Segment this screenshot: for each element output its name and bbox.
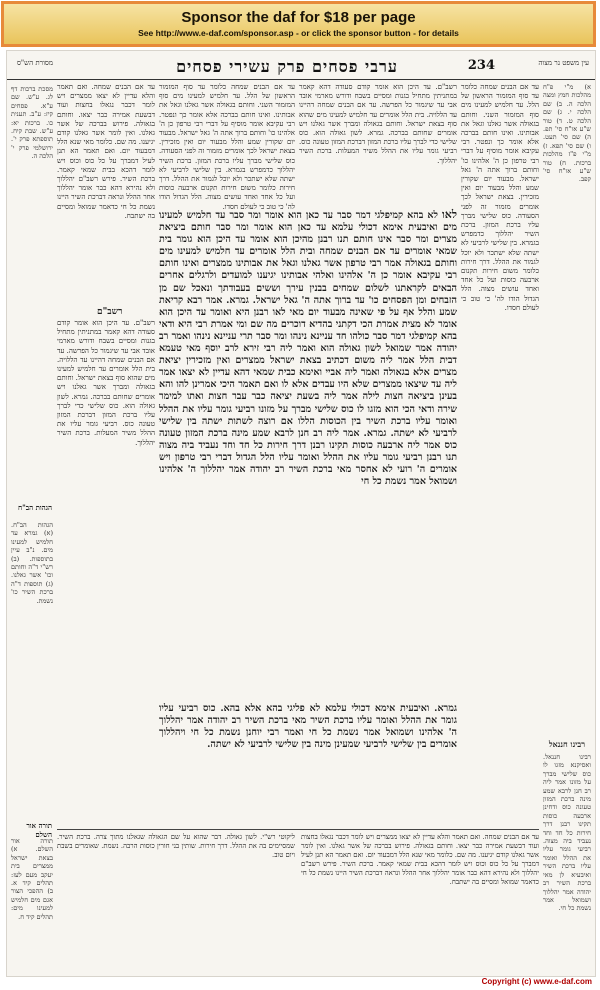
likutei-rashi-bottom: ליקוטי רש"י. לשון גאולה. דבר שהוא על שם הגאולה שגאלנו מתוך צרה. ברכת השיר. שמסיימים בה את ההלל. דרך חירות. שותין בני חורין כוסות הרבה. נשמת. שאומרים בשבת ויום טוב. [57,833,295,859]
rashi-top-right-block: רשב"ם. עד היכן הוא אומר קודם סעודה דהא קאמר במתניתין מתחיל בגנות ומסיים בשבח ודורש מארמי אובד אבי עד שיגמור כל הפרשה. עד אם הבנים שמחה דהיינו עד הללויה. בית הלל אומרים עד חלמיש למעינו מים שהוא סוף בצאת ישראל. וחותם בגאולה ומברך אשר גאלנו ויש אומרים שחותם בברכה. גמרא. לשון גאולה הוא. כוס שלישי כדי לברך עליו ברכת המזון דברכת המזון טעונה כוס. רביעי גומר עליו את ההלל משיר המעלות. ברכת השיר יהללוך. [299,83,457,165]
sponsor-banner-title[interactable]: Sponsor the daf for $18 per page [181,9,416,26]
ein-mishpat-label: עין משפט נר מצוה [538,59,589,67]
talmud-page [6,50,596,977]
mishnah-block: גמרא. ואיבעית אימא דכולי עלמא לא פליגי בהא אלא בהא. כוס רביעי עליו גומר את ההלל ואומר עליו ברכת השיר מאי ברכת השיר רב יהודה אמר יהללוך ה' אלהינו ושמואל אמר נשמת כל חי ואמר רבי יוחנן נשמת כל חי ויהללוך אומרים בין שלישי לרביעי שמעינן מינה בין שלישי לרביעי לא ישתה. [159,703,457,751]
rashbam-label: רשב"ם [97,307,123,317]
ein-mishpat-column: א) מ"י פ"ח מהלכות חמץ ומצה הלכה ה. ב) שם הלכה י. ג) שם הלכה ט. ד) טור ש"ע או"ח סי' תפ. ה) שם סי' תעט. ו) שם סי' תפא. ז) מ"י פ"ז מהלכות ברכות. ח) טור ש"ע או"ח סי' קפב. [543,83,591,184]
torah-or-text: תורה אור השלם. א) בצאת ישראל ממצרים בית יעקב מעם לעז: תהלים קיד א. ב) ההפכי הצור אגם מים חלמיש למעינו מים: תהלים קיד ח. [11,837,53,921]
sponsor-banner-subtitle[interactable]: See http://www.e-daf.com/sponsor.asp - or click the sponsor button - for details [138,28,459,38]
margin-left-column: מסכת ברכות דף לג. ע"ש. שם ע"א. פסחים קיז: ע"ב. תענית כו. ברכות יא: ע"ש. שבת קיח. תוספתא פרק י'. ירושלמי פרק י' הלכה ה. [11,85,53,161]
running-title: ערבי פסחים פרק עשירי פסחים [176,57,398,76]
page-number: 234 [467,58,495,73]
tosafot-column: עד אם הבנים שמחה. ואם תאמר והלא עדיין לא יצאו ממצרים ויש לומר דכבר נגאלו בחצות ועוד דבשעת אמירה כבר יצאו. וחותם בגאולה. פירוש בברכה של אשר גאלנו. ואין לומר אשר גאלנו קודם יגיענו. מה שם. כלומר מאי שנא הלל דמבעוד יום. ואם תאמר הא תנן לעיל דמברך על כל כוס וכוס ויש לומר דהכא בבית שמאי קאמר. ברכת השיר. פירש רשב"ם יהללוך ולא נהירא דהא כבר אומר יהללוך אחר ההלל ונראה דברכת השיר היינו נשמת כל חי כדאמר שמואל ומסיים בה ישתבח. [57,83,155,220]
masoret-hashas-label: מסורת הש"ס [16,59,53,67]
rabbeinu-chananel-label: רבינו חננאל [548,739,586,749]
gemara-tag: לאו [441,208,458,221]
gemara-body: לא בהא קמיפלגי דמר סבר עד כאן הוא אומר ומר סבר עד חלמיש למעינו מים ואיבעית אימא דכולי עלמא עד כאן הוא אומר ומר סבר חותם ביציאת מצרים ומר סבר אינו חותם תנו רבנן מהיכן הוא אומר עד היכן הוא גומר בית שמאי אומרים עד אם הבנים שמחה ובית הלל אומרים עד חלמיש למעינו מים וחותם בגאולה אמר רבי טרפון אשר גאלנו וגאל את אבותינו ממצרים ואינו חותם רבי עקיבא אומר כן ה' אלהינו ואלהי אבותינו יגיענו למועדים ולרגלים אחרים הבאים לקראתנו לשלום שמחים בבנין עירך וששים בעבודתך ונאכל שם מן הזבחים ומן הפסחים כו' עד ברוך אתה ה' גאל ישראל. גמרא. אמר רבא קריאת שמע והלל אף על פי שאינה מבעוד יום מאי לאו רבנן היא ואומר עד היכן הוא אומר לא מצית אמרת הכי דקתני בהדיא דוכרים מה שם ומי אמרת רבי היא ודאי בהא קמיפלגי דמר סבר כולהו חד עניינא נינהו ומר סבר תרי עניינא נינהו ואמר רב יהודה אמר שמואל לשון גאולה הוא ואמר ליה רבי זירא לרב יוסף מאי טעמא דבית הלל אמר ליה משום דכתיב בצאת ישראל ממצרים ואין מזכירין יציאת מצרים אלא בגאולה ואמר ליה אביי ואימא כבית שמאי דהא עדיין לא יצאו אמר ליה עד שיצאו ממצרים שלא היו עבדים אלא לו ואם תאמר היכי אמרינן להו והא בעינן ביציאה חצות לילה אמר ליה בשעת יציאה כבר עבר חצות ואתו למימר שירה ודאי הכי הוא מזגו לו כוס שלישי מברך על מזונו רביעי גומר עליו את ההלל ואומר עליו ברכת השיר בין הכוסות הללו אם רוצה לשתות ישתה בין שלישי לרביעי לא ישתה. גמרא. אמר ליה רב חנן לרבא שמע מינה ברכת המזון טעונה כוס אמר ליה ארבעה כוסות תקינו רבנן דרך חירות כל חד וחד נעביד ביה מצוה תנו רבנן רביעי גומר עליו את ההלל ואומר עליו הלל הגדול דברי רבי טרפון ויש אומרים ה' רועי לא אחסר מאי ברכת השיר רב יהודה אמר יהללוך ה' אלהינו ושמואל אמר נשמת כל חי [159,210,457,488]
rabbeinu-chananel-text: רבינו חננאל. ואסיקנא מזגו לו כוס שלישי מברך על מזונו אמר ליה רב חנן לרבא שמע מינה ברכת המזון טעונה כוס ודחינן ארבעה כוסות תקינו רבנן דרך חירות כל חד וחד נעביד ביה מצוה. רביעי גומר עליו את ההלל ואומר עליו ברכת השיר ואיבעיא לן מאי ברכת השיר רב יהודה אמר יהללוך ושמואל אמר נשמת כל חי. [543,753,591,913]
rashbam-column: רשב"ם. עד היכן הוא אומר קודם סעודה דהא קאמר במתניתין מתחיל בגנות ומסיים בשבח ודורש מארמי אובד אבי עד שיגמור כל הפרשה. עד אם הבנים שמחה דהיינו עד הללויה. בית הלל אומרים עד חלמיש למעינו מים שהוא סוף בצאת ישראל. וחותם בגאולה ומברך אשר גאלנו ויש אומרים שחותם בברכה. גמרא. לשון גאולה הוא. כוס שלישי כדי לברך עליו ברכת המזון דברכת המזון טעונה כוס. רביעי גומר עליו את ההלל משיר המעלות. ברכת השיר יהללוך. [57,319,155,447]
copyright-link[interactable]: Copyright (c) www.e-daf.com [481,977,592,986]
gemara-main-text [159,209,457,697]
hagahot-label: הגהות הב"ח [17,503,52,512]
bottom-divider [57,829,539,830]
page-header [7,55,595,80]
hagahot-text: הגהות הב"ח. (א) גמרא עד חלמיש למעינו מים. נ"ב עיין בתוספות. (ב) רש"י ד"ה וחותם וכו' אשר גאלנו. (ג) תוספות ד"ה ברכת השיר כו' נשמת. [11,521,53,605]
sponsor-banner[interactable] [1,1,596,47]
rashi-top-left-block: עד אם הבנים שמחה כלומר עד סוף המזמור הראשון של הלל. עד חלמיש למעינו מים סוף המזמור השני. וחותם בגאולה אשר גאלנו וגאל את אבותינו. ואינו חותם בברכה אלא אומר כך ונפטר. רבי עקיבא אומר מוסיף על דברי רבי טרפון כן ה' אלהינו כו' וחותם ברוך אתה ה' גאל ישראל. מבעוד יום שקורין שמע והלל מבעוד יום ואין מזכירין. בצאת ישראל לכך אומרים מזמור זה לפני הסעודה. כוס שלישי מברך עליו ברכת המזון. ברכת השיר יהללוך כדמפרש בגמרא. בין שלישי לרביעי לא ישתה שלא ישתכר ולא יוכל לגמור את ההלל. דרך חירות כלומר משום חירות תקנום ארבעה כוסות ועל כל אחד ואחד עושים מצוה. הלל הגדול הודו לה' כי טוב כי לעולם חסדו. [159,83,295,211]
bottom-right-commentary: עד אם הבנים שמחה. ואם תאמר והלא עדיין לא יצאו ממצרים ויש לומר דכבר נגאלו בחצות ועוד דבשעת אמירה כבר יצאו. וחותם בגאולה. פירוש בברכה של אשר גאלנו. ואין לומר אשר גאלנו קודם יגיענו. מה שם. כלומר מאי שנא הלל דמבעוד יום. ואם תאמר הא תנן לעיל דמברך על כל כוס וכוס ויש לומר דהכא בבית שמאי קאמר. ברכת השיר. פירש רשב"ם יהללוך ולא נהירא דהא כבר אומר יהללוך אחר ההלל ונראה דברכת השיר היינו נשמת כל חי כדאמר שמואל ומסיים בה ישתבח. [301,833,539,886]
rashi-column: עד אם הבנים שמחה כלומר עד סוף המזמור הראשון של הלל. עד חלמיש למעינו מים סוף המזמור השני. וחותם בגאולה אשר גאלנו וגאל את אבותינו. ואינו חותם בברכה אלא אומר כך ונפטר. רבי עקיבא אומר מוסיף על דברי רבי טרפון כן ה' אלהינו כו' וחותם ברוך אתה ה' גאל ישראל. מבעוד יום שקורין שמע והלל מבעוד יום ואין מזכירין. בצאת ישראל לכך אומרים מזמור זה לפני הסעודה. כוס שלישי מברך עליו ברכת המזון. ברכת השיר יהללוך כדמפרש בגמרא. בין שלישי לרביעי לא ישתה שלא ישתכר ולא יוכל לגמור את ההלל. דרך חירות כלומר משום חירות תקנום ארבעה כוסות ועל כל אחד ואחד עושים מצוה. הלל הגדול הודו לה' כי טוב כי לעולם חסדו. [461,83,539,312]
torah-or-label: תורה אור השלם [26,821,52,839]
